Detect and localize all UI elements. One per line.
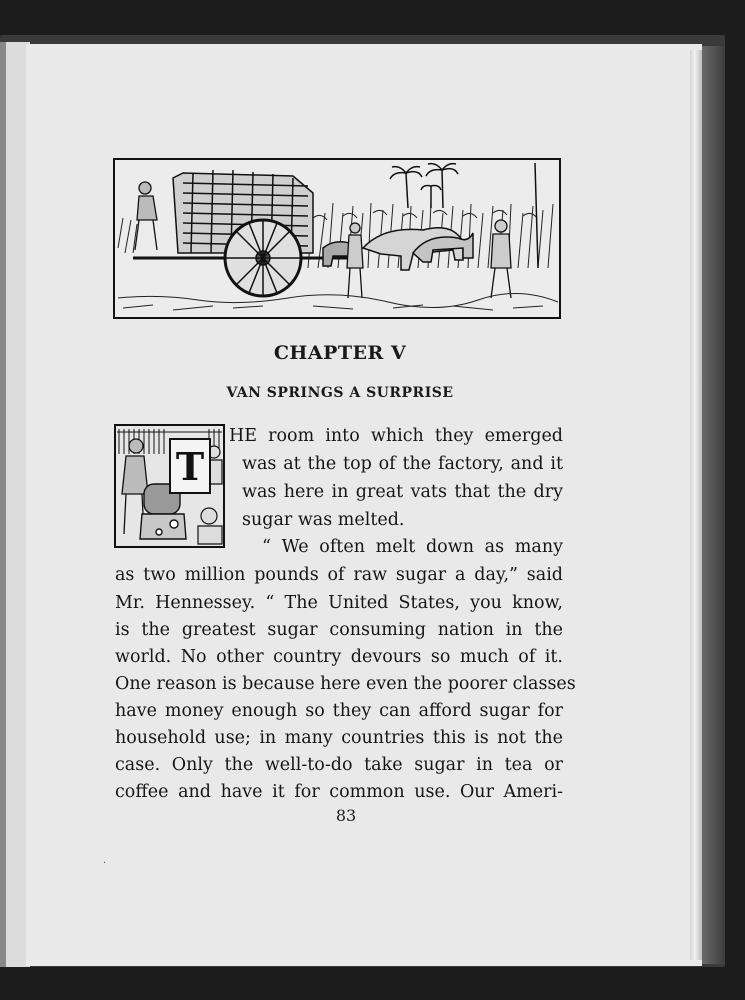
- body-line: “ We often melt down as many: [262, 537, 563, 557]
- body-line: as two million pounds of raw sugar a day,” said: [115, 565, 563, 585]
- body-line: coffee and have it for common use. Our Ameri-: [115, 782, 563, 802]
- body-line: household use; in many countries this is not the: [115, 728, 563, 748]
- body-line: HE room into which they emerged: [229, 426, 563, 446]
- body-line: world. No other country devours so much of it.: [115, 647, 563, 667]
- drop-cap-letter: T: [175, 444, 205, 489]
- chapter-title: VAN SPRINGS A SURPRISE: [226, 385, 454, 401]
- book-spine: [702, 46, 725, 964]
- left-page-margin: [0, 42, 6, 967]
- body-line: Mr. Hennessey. “ The United States, you know,: [115, 593, 563, 613]
- body-line: have money enough so they can afford sugar for: [115, 701, 563, 721]
- body-line: was at the top of the factory, and it: [242, 454, 563, 474]
- chapter-number: CHAPTER V: [273, 342, 407, 364]
- drop-cap-illustration: [114, 424, 225, 548]
- body-line: sugar was melted.: [242, 510, 405, 530]
- stray-ink-mark: ·: [103, 858, 107, 869]
- body-line: case. Only the well-to-do take sugar in tea or: [115, 755, 563, 775]
- page-number: 83: [335, 806, 357, 825]
- body-line: was here in great vats that the dry: [242, 482, 563, 502]
- body-line: One reason is because here even the poorer classes: [115, 674, 576, 694]
- sugar-cane-field-oxcart-illustration: [113, 158, 561, 319]
- body-line: is the greatest sugar consuming nation in the: [115, 620, 563, 640]
